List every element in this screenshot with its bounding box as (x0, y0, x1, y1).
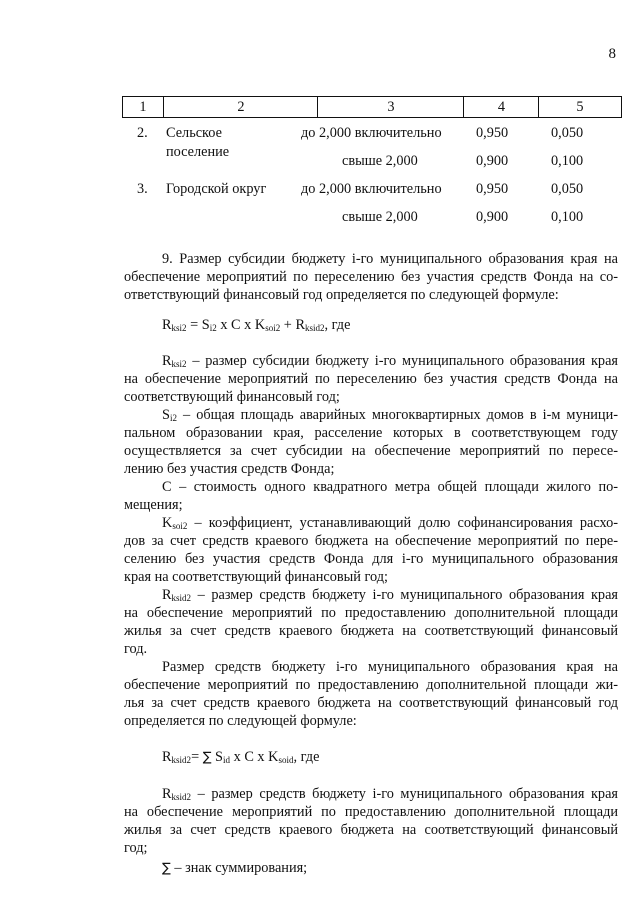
table-header-col-2: 2 (163, 97, 318, 117)
definition-line: края на соответствующий финансовый год; (124, 569, 388, 585)
definition-line: $R_{ksid2}$ – размер средств бюджету i-го муниципального образования края (162, 786, 618, 802)
table-cell-value: 0,900 (476, 209, 509, 225)
definition-line: жилья за счет средств краевого бюджета на соответствующий финансовый (124, 623, 618, 639)
definition-line: мещения; (124, 497, 183, 513)
paragraph-line: лья за счет средств краевого бюджета на соответствующий финансовый год (124, 695, 618, 711)
definition-line: С – стоимость одного квадратного метра общей площади жилого по- (162, 479, 618, 495)
definition-line: $K_{soi2}$ – коэффициент, устанавливающий долю софинансирования расхо- (162, 515, 618, 531)
table-cell-range: свыше 2,000 (342, 209, 418, 225)
definition-line: $S_{i2}$ – общая площадь аварийных многоквартирных домов в i-м муници- (162, 407, 618, 423)
paragraph-9-line: ответствующий финансовый год определяется по следующей формуле: (124, 287, 559, 303)
page-number: 8 (608, 46, 616, 62)
paragraph-9-line: 9. Размер субсидии бюджету i-го муниципального образования края на (162, 251, 618, 267)
definition-line: год. (124, 641, 148, 657)
definition-line: пальном образовании края, расселение которых в соответствующем году (124, 425, 618, 441)
table-cell-value: 0,050 (551, 125, 584, 141)
formula-1: $R_{ksi2} = S_{i2}$ x C x $K_{soi2} + R_{ksid2}$, где (162, 317, 351, 333)
definition-line: ∑ – знак суммирования; (162, 860, 308, 876)
definition-line: дов за счет средств краевого бюджета на обеспечение мероприятий по пере- (124, 533, 618, 549)
table-cell-value: 0,100 (551, 153, 584, 169)
paragraph-9-line: обеспечение мероприятий по переселению без участия средств Фонда на со- (124, 269, 618, 285)
table-cell-range: свыше 2,000 (342, 153, 418, 169)
table-header (122, 96, 622, 118)
formula-2: $R_{ksid2}=$ ∑ $S_{id}$ x C x $K_{soid}$, где (162, 749, 320, 765)
definition-line: год; (124, 840, 148, 856)
table-row-name-cont: поселение (166, 144, 230, 160)
paragraph-line: определяется по следующей формуле: (124, 713, 357, 729)
definition-line: на обеспечение мероприятий по переселению без участия средств Фонда на (124, 371, 618, 387)
table-cell-value: 0,100 (551, 209, 584, 225)
table-cell-value: 0,900 (476, 153, 509, 169)
paragraph-line: обеспечение мероприятий по предоставлению дополнительной площади жи- (124, 677, 618, 693)
definition-line: на обеспечение мероприятий по предоставлению дополнительной площади (124, 804, 618, 820)
table-header-col-4: 4 (463, 97, 539, 117)
definition-line: селению без участия средств Фонда для i-го муниципального образования (124, 551, 618, 567)
sum-symbol: ∑ (162, 861, 171, 876)
table-row-name: Сельское (166, 125, 222, 141)
definition-line: лению без участия средств Фонда; (124, 461, 335, 477)
definition-line: соответствующий финансовый год; (124, 389, 340, 405)
table-header-col-3: 3 (317, 97, 464, 117)
definition-line: $R_{ksi2}$ – размер субсидии бюджету i-го муниципального образования края (162, 353, 618, 369)
definition-line: жилья за счет средств краевого бюджета на соответствующий финансовый (124, 822, 618, 838)
definition-line: осуществляется за счет субсидии на обеспечение мероприятий по пересе- (124, 443, 618, 459)
table-row-num: 2. (137, 125, 148, 141)
definition-line: $R_{ksid2}$ – размер средств бюджету i-го муниципального образования края (162, 587, 618, 603)
table-cell-range: до 2,000 включительно (301, 125, 442, 141)
table-cell-value: 0,050 (551, 181, 584, 197)
table-cell-value: 0,950 (476, 125, 509, 141)
table-cell-range: до 2,000 включительно (301, 181, 442, 197)
definition-line: на обеспечение мероприятий по предоставлению дополнительной площади (124, 605, 618, 621)
table-cell-value: 0,950 (476, 181, 509, 197)
table-row-num: 3. (137, 181, 148, 197)
sum-symbol: ∑ (202, 750, 212, 765)
table-header-col-5: 5 (538, 97, 621, 117)
table-header-col-1: 1 (139, 99, 147, 115)
paragraph-line: Размер средств бюджету i-го муниципального образования края на (162, 659, 618, 675)
table-row-name: Городской округ (166, 181, 267, 197)
